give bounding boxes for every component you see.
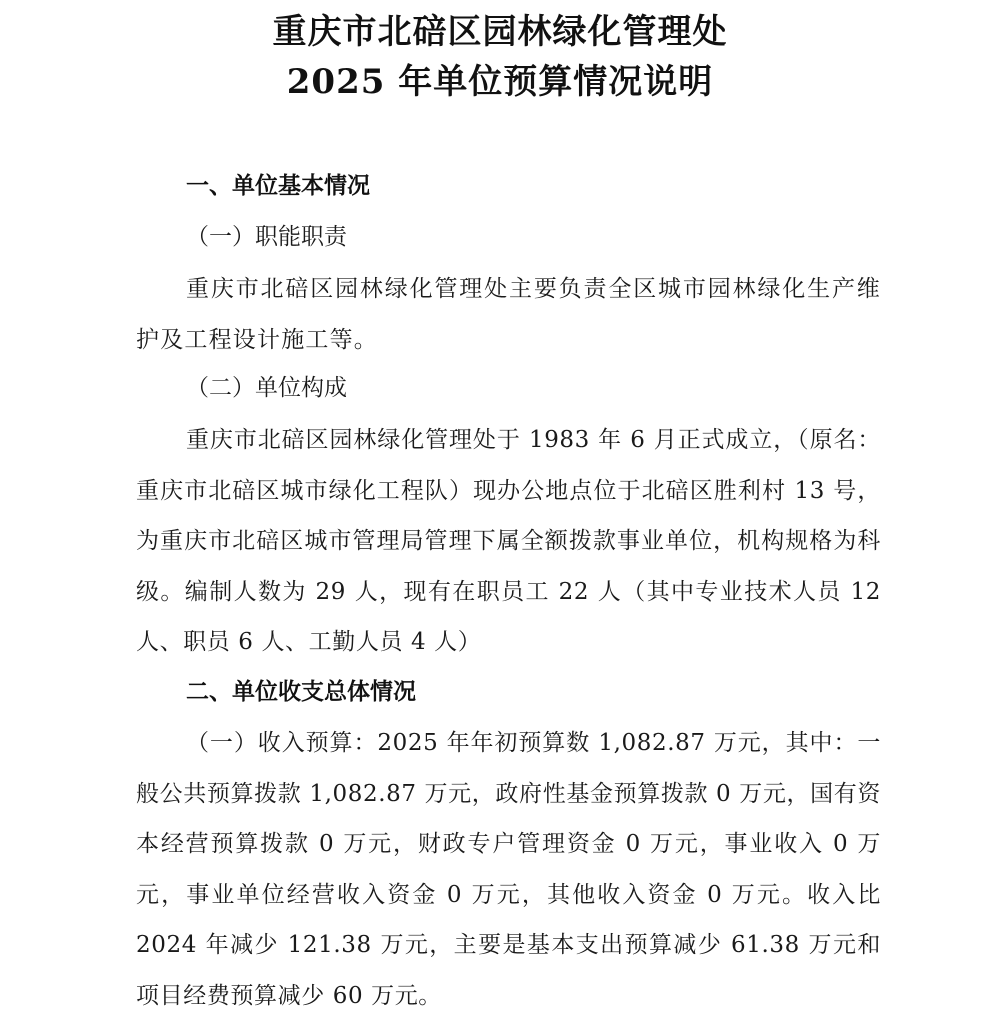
section1-sub2-paragraph: 重庆市北碚区园林绿化管理处于 1983 年 6 月正式成立，（原名：重庆市北碚区城市绿化工程队）现办公地点位于北碚区胜利村 13 号，为重庆市北碚区城市管理局管理下属全额拨款事业单位，机构规格为科级。编制人数为 29 人，现有在职员工 22 人（其中专业技术人员 12 人、职员 6 人、工勤人员 4 人）: [136, 427, 881, 655]
section2-paragraph: （一）收入预算：2025 年年初预算数 1,082.87 万元，其中：一般公共预算拨款 1,082.87 万元，政府性基金预算拨款 0 万元，国有资本经营预算拨款 0 万元，财政专户管理资金 0 万元，事业收入 0 万元，事业单位经营收入资金 0 万元，其他收入资金 0 万元。收入比 2024 年减少 121.38 万元，主要是基本支出预算减少 61.38 万元和项目经费预算减少 60 万元。: [136, 730, 881, 1009]
section1-sub2-heading: （二）单位构成: [186, 375, 347, 401]
section1-heading: 一、单位基本情况: [186, 172, 370, 199]
document-title-line1: 重庆市北碚区园林绿化管理处: [272, 12, 728, 52]
section2-heading: 二、单位收支总体情况: [186, 678, 416, 705]
section1-sub1-paragraph: 重庆市北碚区园林绿化管理处主要负责全区城市园林绿化生产维护及工程设计施工等。: [136, 276, 881, 353]
document-title-line2: 2025 年单位预算情况说明: [286, 62, 714, 102]
section1-sub1-heading: （一）职能职责: [186, 224, 347, 250]
